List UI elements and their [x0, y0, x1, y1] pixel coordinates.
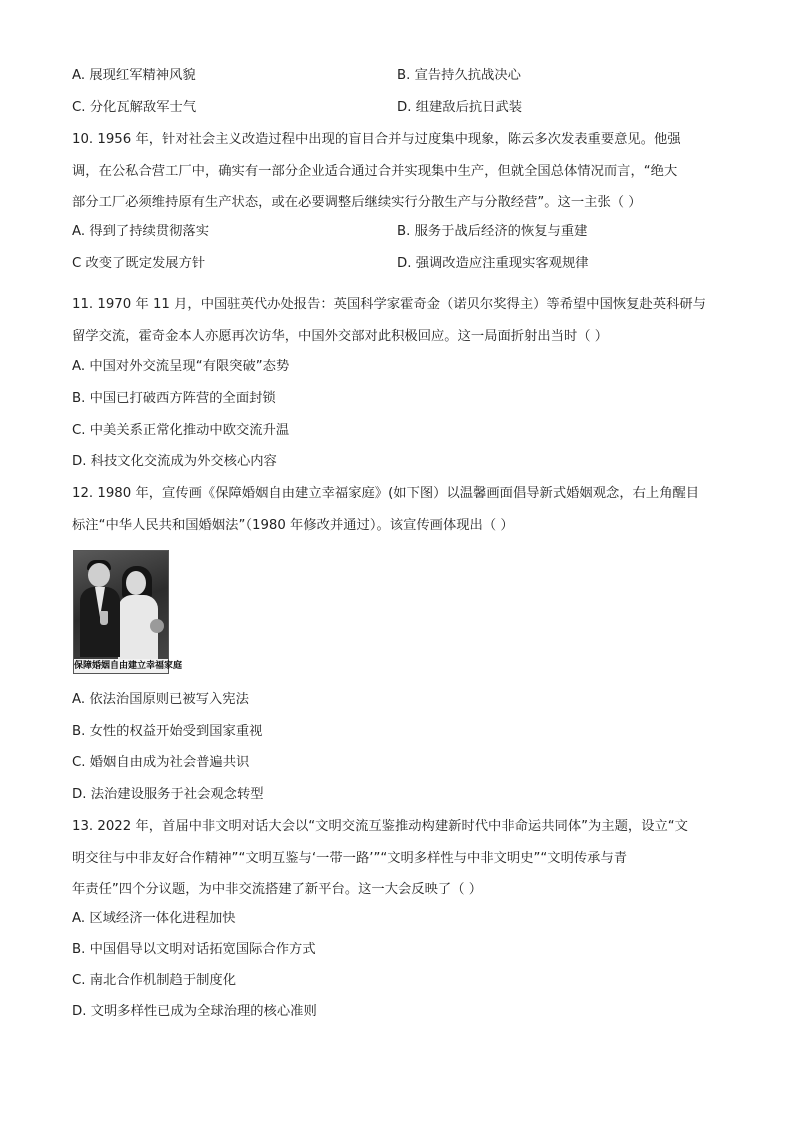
q12-option-a[interactable]: A. 依法治国原则已被写入宪法 [72, 692, 249, 707]
q10-stem-line: 10. 1956 年，针对社会主义改造过程中出现的盲目合并与过度集中现象，陈云多次发表重要意见。他强 [72, 132, 681, 147]
q12-option-c[interactable]: C. 婚姻自由成为社会普遍共识 [72, 755, 250, 770]
q11-option-d[interactable]: D. 科技文化交流成为外交核心内容 [72, 454, 277, 469]
q11-stem-line: 11. 1970 年 11 月，中国驻英代办处报告：英国科学家霍奇金（诺贝尔奖得主）等希望中国恢复赴英科研与 [72, 297, 706, 312]
q13-stem-line: 明交往与中非友好合作精神”“文明互鉴与‘一带一路’”“文明多样性与中非文明史”“文明传承与青 [72, 850, 628, 866]
poster-caption: 保障婚姻自由建立幸福家庭 [74, 661, 183, 671]
q13-option-c[interactable]: C. 南北合作机制趋于制度化 [72, 973, 237, 988]
marriage-propaganda-poster [73, 550, 183, 674]
q11-stem-line: 留学交流，霍奇金本人亦愿再次访华，中国外交部对此积极回应。这一局面折射出当时（ ） [72, 328, 609, 344]
q10-stem-line: 部分工厂必须维持原有生产状态，或在必要调整后继续实行分散生产与分散经营”。这一主张（ ） [72, 195, 642, 210]
q10-option-a[interactable]: A. 得到了持续贯彻落实 [72, 224, 209, 239]
q13-option-d[interactable]: D. 文明多样性已成为全球治理的核心准则 [72, 1004, 317, 1019]
q11-option-a[interactable]: A. 中国对外交流呈现“有限突破”态势 [72, 359, 290, 374]
q10-option-c[interactable]: C 改变了既定发展方针 [72, 256, 206, 271]
q13-option-b[interactable]: B. 中国倡导以文明对话拓宽国际合作方式 [72, 942, 316, 957]
q13-option-a[interactable]: A. 区域经济一体化进程加快 [72, 911, 236, 926]
q9-option-d[interactable]: D. 组建敌后抗日武装 [397, 100, 523, 115]
q11-option-c[interactable]: C. 中美关系正常化推动中欧交流升温 [72, 423, 290, 438]
q9-option-c[interactable]: C. 分化瓦解敌军士气 [72, 100, 197, 115]
q13-stem-line: 13. 2022 年，首届中非文明对话大会以“文明交流互鉴推动构建新时代中非命运共同体”为主题，设立“文 [72, 819, 688, 834]
q10-stem [72, 124, 724, 219]
q9-option-a[interactable]: A. 展现红军精神风貌 [72, 68, 196, 83]
q12-stem [72, 478, 724, 541]
q13-stem [72, 811, 724, 906]
q11-stem [72, 289, 724, 352]
q10-option-b[interactable]: B. 服务于战后经济的恢复与重建 [397, 224, 588, 239]
q12-option-b[interactable]: B. 女性的权益开始受到国家重视 [72, 724, 263, 739]
q10-stem-line: 调，在公私合营工厂中，确实有一部分企业适合通过合并实现集中生产，但就全国总体情况而言，“绝大 [72, 163, 678, 179]
q12-stem-line: 标注“中华人民共和国婚姻法”（1980 年修改并通过）。该宣传画体现出（ ） [72, 517, 514, 533]
q12-option-d[interactable]: D. 法治建设服务于社会观念转型 [72, 787, 264, 802]
q13-stem-line: 年责任”四个分议题，为中非交流搭建了新平台。这一大会反映了（ ） [72, 882, 483, 897]
q11-option-b[interactable]: B. 中国已打破西方阵营的全面封锁 [72, 391, 276, 406]
q9-option-b[interactable]: B. 宣告持久抗战决心 [397, 68, 521, 83]
q12-stem-line: 12. 1980 年，宣传画《保障婚姻自由建立幸福家庭》(如下图）以温馨画面倡导新式婚姻观念，右上角醒目 [72, 486, 700, 501]
q10-option-d[interactable]: D. 强调改造应注重现实客观规律 [397, 256, 589, 271]
